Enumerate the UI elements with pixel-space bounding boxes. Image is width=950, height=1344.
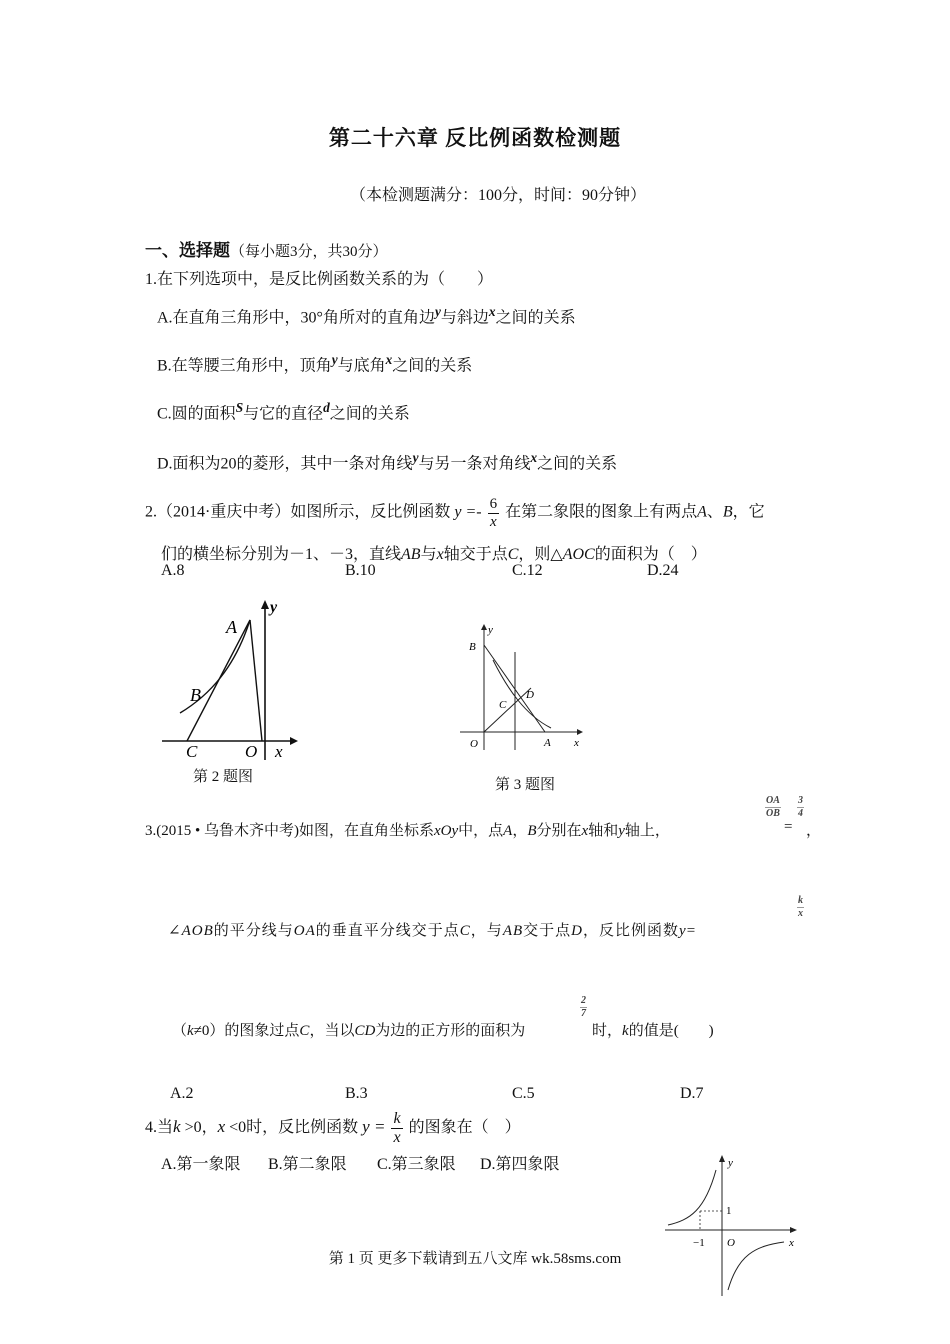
q2-stem-line2 <box>161 541 707 564</box>
q1-option-c <box>157 400 410 423</box>
q1-b-var1: y <box>331 352 338 367</box>
q4-x: x <box>217 1116 226 1136</box>
q2-option-c: C.12 <box>512 562 543 579</box>
figure-3 <box>455 620 590 760</box>
q1-b-text3: 之间的关系 <box>392 357 473 375</box>
q3-frac-3-4 <box>797 795 804 820</box>
q1-d-text1: D.面积为20的菱形，其中一条对角线 <box>157 455 413 473</box>
q3-frac1-num: OA <box>766 795 780 806</box>
q3-text2: 中，点 <box>458 823 504 839</box>
q1-c-var1: S <box>235 400 244 415</box>
q1-a-var2: x <box>488 304 496 319</box>
q3-l2-eq: = <box>686 923 697 939</box>
q3-frac2-den: 4 <box>798 808 803 819</box>
fig2-segment-ao <box>250 620 262 741</box>
q2-l2-e: 的面积为（ ） <box>594 546 707 563</box>
q3-point-b: B <box>527 823 537 839</box>
q1-c-text2: 与它的直径 <box>243 405 324 423</box>
q3-l2-d: ，与 <box>470 923 503 939</box>
q3-l2-point-d: D <box>571 923 583 939</box>
q2-y-eq: y =- <box>454 503 482 521</box>
fig2-y-arrow <box>261 600 269 609</box>
q1-a-text1: A.在直角三角形中，30°角所对的直角边 <box>157 309 435 327</box>
fig2-label-a: A <box>226 617 237 637</box>
q3-frac-oa-ob <box>765 795 781 820</box>
q1-d-var2: x <box>530 450 538 465</box>
q3-f27-num: 2 <box>581 995 586 1006</box>
q2-text2: 在第二象限的图象上有两点 <box>505 503 698 521</box>
q2-l2-point-c: C <box>507 546 519 563</box>
fig2-x-arrow <box>290 737 298 745</box>
q2-fraction <box>488 496 500 530</box>
q4-text1: 4.当 <box>145 1118 174 1136</box>
q3-y: y <box>618 823 625 839</box>
fig3-caption: 第 3 题图 <box>495 777 556 793</box>
q4-text2: >0， <box>180 1118 218 1136</box>
q1-option-a <box>157 304 576 327</box>
q3-l2-a: ∠ <box>168 923 182 939</box>
q3-l2-oa: OA <box>293 923 316 939</box>
fig2-line-ab <box>187 620 250 741</box>
q3-l3-b: ≠0）的图象过点 <box>193 1023 300 1039</box>
q1-b-var2: x <box>385 352 393 367</box>
q3-l2-ab: AB <box>502 923 524 939</box>
q3-sep: ， <box>512 823 528 839</box>
fig3-label-c: C <box>499 699 507 711</box>
q3-frac1-den: OB <box>766 808 780 819</box>
q4-k: k <box>173 1116 181 1136</box>
fig3-y-arrow <box>481 624 487 630</box>
q3-frac-k-x <box>797 895 804 920</box>
q4-frac-num: k <box>393 1110 401 1127</box>
q3-l2-y: y <box>679 923 687 939</box>
fig3-label-x: x <box>574 737 579 749</box>
q4-text4: 的图象在（ ） <box>408 1118 521 1136</box>
q4-stem <box>145 1110 521 1146</box>
q3-l2-aob: AOB <box>181 923 214 939</box>
fig4-y-arrow <box>719 1155 725 1162</box>
fig2-caption: 第 2 题图 <box>193 769 254 785</box>
q1-a-text3: 之间的关系 <box>495 309 576 327</box>
fig2-label-b: B <box>190 685 201 705</box>
fig3-label-b: B <box>469 641 476 653</box>
fig2-label-o: O <box>245 742 258 761</box>
fig3-x-arrow <box>577 729 583 735</box>
q3-stem-line3 <box>172 1019 525 1040</box>
q2-frac-den: x <box>489 513 497 530</box>
q3-l2-b: 的平分线与 <box>213 923 294 939</box>
q2-l2-ab: AB <box>401 546 421 563</box>
q3-option-a: A.2 <box>170 1085 194 1102</box>
q3-fkx-num: k <box>798 895 803 906</box>
q3-l3-c: ，当以 <box>309 1023 355 1039</box>
fig3-label-d: D <box>526 689 534 701</box>
q3-l2-f: ，反比例函数 <box>583 923 680 939</box>
q3-eq: = <box>784 819 793 835</box>
q4-option-a: A.第一象限 <box>161 1156 241 1173</box>
q3-l3-e: 时， <box>592 1023 623 1039</box>
q2-l2-d: ，则△ <box>518 546 563 563</box>
q3-text5: 轴上， <box>624 823 670 839</box>
section-heading-label: 一、选择题 <box>145 241 230 260</box>
q1-d-text3: 之间的关系 <box>537 455 618 473</box>
q4-option-c: C.第三象限 <box>377 1156 456 1173</box>
fig3-bisector <box>484 688 531 732</box>
section-heading <box>145 236 388 261</box>
q2-frac-num: 6 <box>489 496 498 512</box>
page-title: 第二十六章 反比例函数检测题 <box>328 126 622 150</box>
q3-l3-cd: CD <box>354 1023 376 1039</box>
q2-l2-b: 与 <box>420 546 437 563</box>
page-footer: 第 1 页 更多下载请到五八文库 wk.58sms.com <box>328 1251 622 1267</box>
page-subtitle: （本检测题满分：100分，时间：90分钟） <box>350 187 647 204</box>
q3-l3-k2: k <box>622 1023 629 1039</box>
fig4-label-o: O <box>727 1237 735 1249</box>
q1-d-var1: y <box>412 450 419 465</box>
q2-text1: 2.（2014·重庆中考）如图所示，反比例函数 <box>145 503 451 521</box>
q1-c-var2: d <box>323 400 330 415</box>
q4-fraction <box>391 1110 402 1146</box>
q3-l3-point-c: C <box>299 1023 310 1039</box>
q4-option-b: B.第二象限 <box>268 1156 347 1173</box>
q1-option-d <box>157 450 617 473</box>
q3-l3-f: 的值是( ) <box>628 1023 714 1039</box>
q2-stem-line1 <box>145 496 765 530</box>
q3-frac2-num: 3 <box>798 795 803 806</box>
q2-option-b: B.10 <box>345 562 376 579</box>
q3-l2-c: 的垂直平分线交于点 <box>315 923 460 939</box>
fig2-label-c: C <box>186 742 198 761</box>
q1-option-b <box>157 352 472 375</box>
q2-option-d: D.24 <box>647 562 679 579</box>
q3-text4: 轴和 <box>588 823 619 839</box>
q3-option-c: C.5 <box>512 1085 535 1102</box>
q3-point-a: A <box>503 823 513 839</box>
q1-c-text1: C.圆的面积 <box>157 405 236 423</box>
q3-option-d: D.7 <box>680 1085 704 1102</box>
q2-point-a: A <box>697 503 707 521</box>
section-heading-note: （每小题3分，共30分） <box>230 244 388 260</box>
q2-option-a: A.8 <box>161 562 185 579</box>
fig4-label-neg-one: −1 <box>693 1237 705 1249</box>
q1-a-var1: y <box>434 304 441 319</box>
q2-l2-a: 们的横坐标分别为－1、－3，直线 <box>161 546 402 563</box>
q4-option-d: D.第四象限 <box>480 1156 560 1173</box>
fig3-label-o: O <box>470 738 478 750</box>
fig2-label-y: y <box>270 599 278 616</box>
q3-l3-d: 为边的正方形的面积为 <box>375 1023 526 1039</box>
q3-l3-a: （ <box>172 1023 188 1039</box>
fig4-label-one: 1 <box>726 1205 732 1217</box>
q2-l2-x: x <box>436 546 444 563</box>
q3-stem-line2 <box>168 919 696 940</box>
q3-x: x <box>581 823 589 839</box>
figure-2 <box>150 595 300 765</box>
fig2-label-x: x <box>275 742 283 761</box>
fig4-label-x: x <box>789 1237 794 1249</box>
q2-l2-aoc: AOC <box>562 546 595 563</box>
q2-l2-c: 轴交于点 <box>443 546 508 563</box>
q2-sep: 、 <box>706 503 723 521</box>
q3-stem-line3-end <box>592 1019 714 1040</box>
q1-b-text1: B.在等腰三角形中，顶角 <box>157 357 332 375</box>
q4-y-eq: y = <box>362 1116 386 1136</box>
figure-4 <box>660 1150 805 1300</box>
q3-text1: 3.(2015 • 乌鲁木齐中考)如图，在直角坐标系 <box>145 823 434 839</box>
q3-l3-k: k <box>187 1023 194 1039</box>
fig4-curve-q2 <box>668 1170 716 1225</box>
fig3-label-a: A <box>544 737 551 749</box>
q3-text3: 分别在 <box>536 823 582 839</box>
q3-frac-2-7 <box>580 995 587 1020</box>
fig3-label-y: y <box>488 624 493 636</box>
q1-b-text2: 与底角 <box>337 357 386 375</box>
q3-stem-line1 <box>145 819 670 840</box>
q4-text3: <0时，反比例函数 <box>225 1118 359 1136</box>
q3-l2-e: 交于点 <box>523 923 572 939</box>
q1-a-text2: 与斜边 <box>440 309 489 327</box>
q1-stem: 1.在下列选项中，是反比例函数关系的为（ ） <box>145 271 494 288</box>
q1-d-text2: 与另一条对角线 <box>418 455 531 473</box>
q3-option-b: B.3 <box>345 1085 368 1102</box>
q1-c-text3: 之间的关系 <box>329 405 410 423</box>
q3-comma: ， <box>806 823 822 839</box>
q2-point-b: B <box>722 503 733 521</box>
q3-xoy: xOy <box>434 823 459 839</box>
fig4-label-y: y <box>728 1157 733 1169</box>
q4-frac-den: x <box>393 1128 401 1146</box>
q3-l2-point-c: C <box>459 923 471 939</box>
fig4-x-arrow <box>790 1227 797 1233</box>
q2-text3: ，它 <box>732 503 765 521</box>
q3-f27-den: 7 <box>581 1008 586 1019</box>
q3-fkx-den: x <box>798 908 803 919</box>
